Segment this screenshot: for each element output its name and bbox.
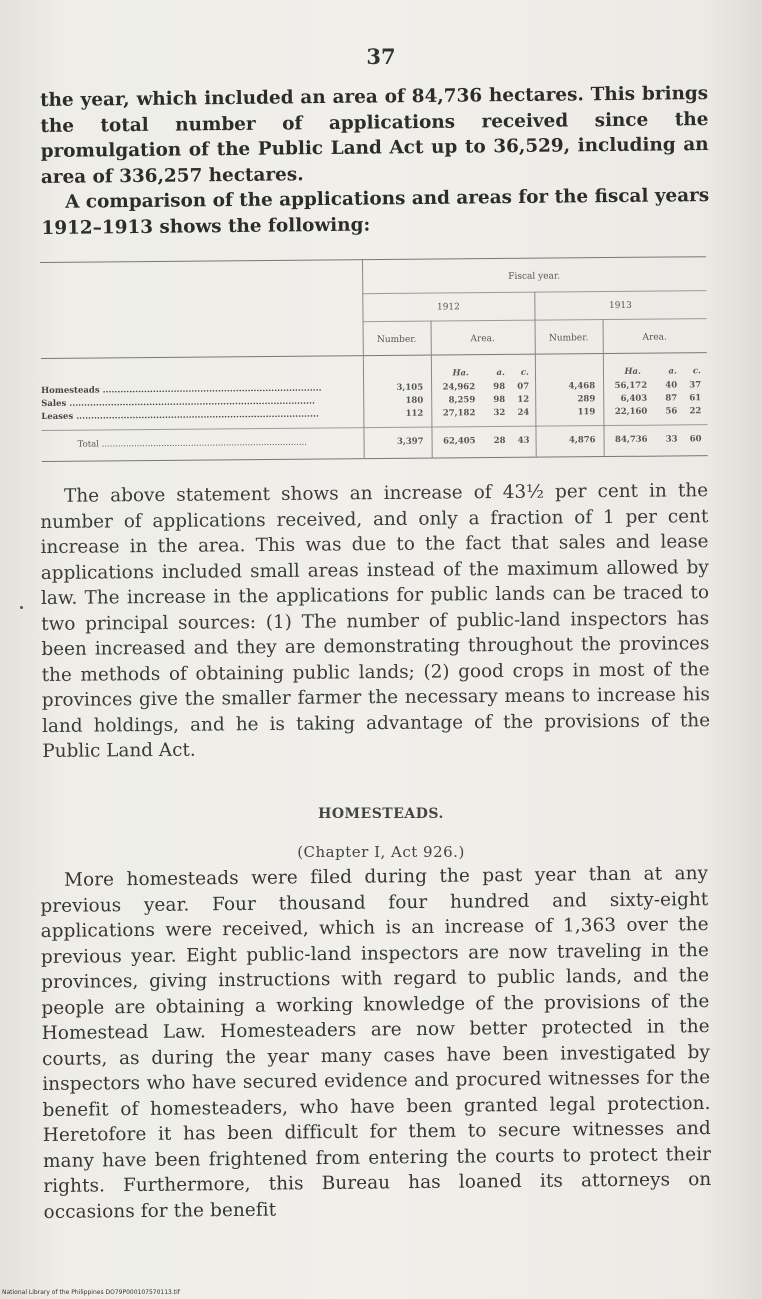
header-fiscal-year: Fiscal year. (508, 271, 561, 282)
table-vline (362, 259, 365, 458)
header-year-1912: 1912 (436, 302, 460, 313)
cell-hectares: 6,403 (620, 393, 648, 404)
paragraph-homesteads (40, 861, 712, 1225)
unit-a-1912: a. (496, 367, 506, 379)
section-heading-homesteads: HOMESTEADS. (318, 806, 444, 822)
table-vline (534, 292, 536, 457)
cell-centares: 37 (689, 380, 702, 391)
cell-total-ares: 28 (493, 435, 506, 447)
table-top-rule (40, 256, 706, 263)
paragraph-continuation: the year, which included an area of 84,736 hectares. This brings the total number of applications received since the promulgation of the Public Land Act up to 36,529, including an area of 336,257 hectares. (40, 83, 709, 188)
cell-total-ares: 33 (665, 434, 678, 445)
row-label-total: Total ............................................................................ (77, 437, 308, 450)
unit-a-1913: a. (668, 366, 678, 377)
cell-number: 180 (405, 395, 424, 406)
paragraph-comparison-intro: A comparison of the applications and areas for the fiscal years 1912–1913 shows the following: (41, 184, 710, 239)
cell-number: 119 (577, 407, 596, 418)
margin-speck (20, 606, 23, 609)
header-year-1913: 1913 (608, 300, 632, 312)
cell-total-hectares: 62,405 (443, 436, 476, 447)
paragraph-increase-statement: The above statement shows an increase of 43½ per cent in the number of applications received, and only a fraction of 1 per cent increase in the area. This was due to the fact that sales and lease applications included small areas instead of the maximum allowed by law. The increase in the applications for public lands can be traced to two principal sources: (1) The number of public-land inspectors has been increased and they are demonstrating throughout the provinces the methods of obtaining public lands; (2) good crops in most of the provinces give the smaller farmer the necessary means to increase his land holdings, and he is taking advantage of the provisions of the Public Land Act. (40, 480, 711, 762)
row-label-leases: Leases .................................................................................. (41, 409, 319, 422)
cell-total-centares: 60 (689, 434, 702, 445)
applications-table (40, 256, 708, 467)
cell-number: 4,468 (568, 381, 596, 392)
table-header-rule (41, 352, 707, 359)
cell-hectares: 22,160 (614, 406, 648, 417)
cell-number: 3,105 (396, 382, 424, 393)
cell-centares: 22 (689, 406, 702, 417)
cell-ares: 98 (493, 381, 506, 393)
cell-number: 289 (577, 394, 596, 405)
page-number: 37 (366, 44, 396, 69)
cell-ares: 98 (493, 394, 506, 406)
cell-number: 112 (405, 408, 424, 419)
header-area-1912: Area. (470, 334, 495, 345)
header-area-1913: Area. (642, 332, 667, 343)
section-subheading-chapter: (Chapter I, Act 926.) (297, 843, 465, 861)
cell-total-centares: 43 (517, 435, 530, 446)
cell-centares: 07 (517, 381, 530, 392)
paragraph-intro (40, 81, 710, 241)
cell-total-number: 4,876 (568, 435, 596, 446)
cell-ares: 32 (493, 407, 506, 419)
cell-total-hectares: 84,736 (615, 434, 648, 445)
unit-c-1912: c. (520, 367, 530, 378)
cell-centares: 24 (517, 407, 530, 418)
cell-ares: 56 (665, 406, 678, 417)
cell-hectares: 27,182 (442, 408, 476, 419)
cell-ares: 40 (665, 380, 678, 391)
scan-footer: National Library of the Philippines DO79P000107570113.tif (2, 1289, 180, 1296)
cell-hectares: 24,962 (442, 382, 476, 393)
table-bottom-rule (42, 455, 708, 462)
paragraph-homesteads-body: More homesteads were filed during the past year than at any previous year. Four thousand four hundred and sixty-eight applications were received, which is an increase of 1,363 over the previous year. Eight public-land inspectors are now traveling in the provinces, giving instructions with regard to public lands, and the people are obtaining a working knowledge of the provisions of the Homestead Law. Homesteaders are now better protected in the courts, as during the year many cases have been investigated by inspectors who have secured evidence and procured witnesses for the benefit of homesteaders, who have been granted legal protection. Heretofore it has been difficult for them to secure witnesses and many have been frightened from entering the courts to protect their rights. Furthermore, this Bureau has loaned its attorneys on occasions for the benefit (40, 863, 712, 1223)
cell-hectares: 56,172 (614, 380, 648, 391)
cell-ares: 87 (665, 393, 678, 404)
cell-centares: 12 (517, 394, 530, 405)
header-number-1913: Number. (548, 333, 589, 344)
paragraph-analysis (40, 478, 710, 764)
unit-ha-1913: Ha. (624, 366, 642, 377)
cell-centares: 61 (689, 393, 702, 404)
row-label-homesteads: Homesteads .......................................................................... (41, 383, 322, 396)
cell-total-number: 3,397 (396, 436, 424, 447)
table-total-rule (41, 424, 707, 431)
unit-ha-1912: Ha. (452, 368, 470, 379)
row-label-sales: Sales ................................................................................... (41, 396, 315, 409)
header-number-1912: Number. (376, 334, 417, 346)
cell-hectares: 8,259 (448, 395, 476, 406)
unit-c-1913: c. (692, 366, 702, 377)
